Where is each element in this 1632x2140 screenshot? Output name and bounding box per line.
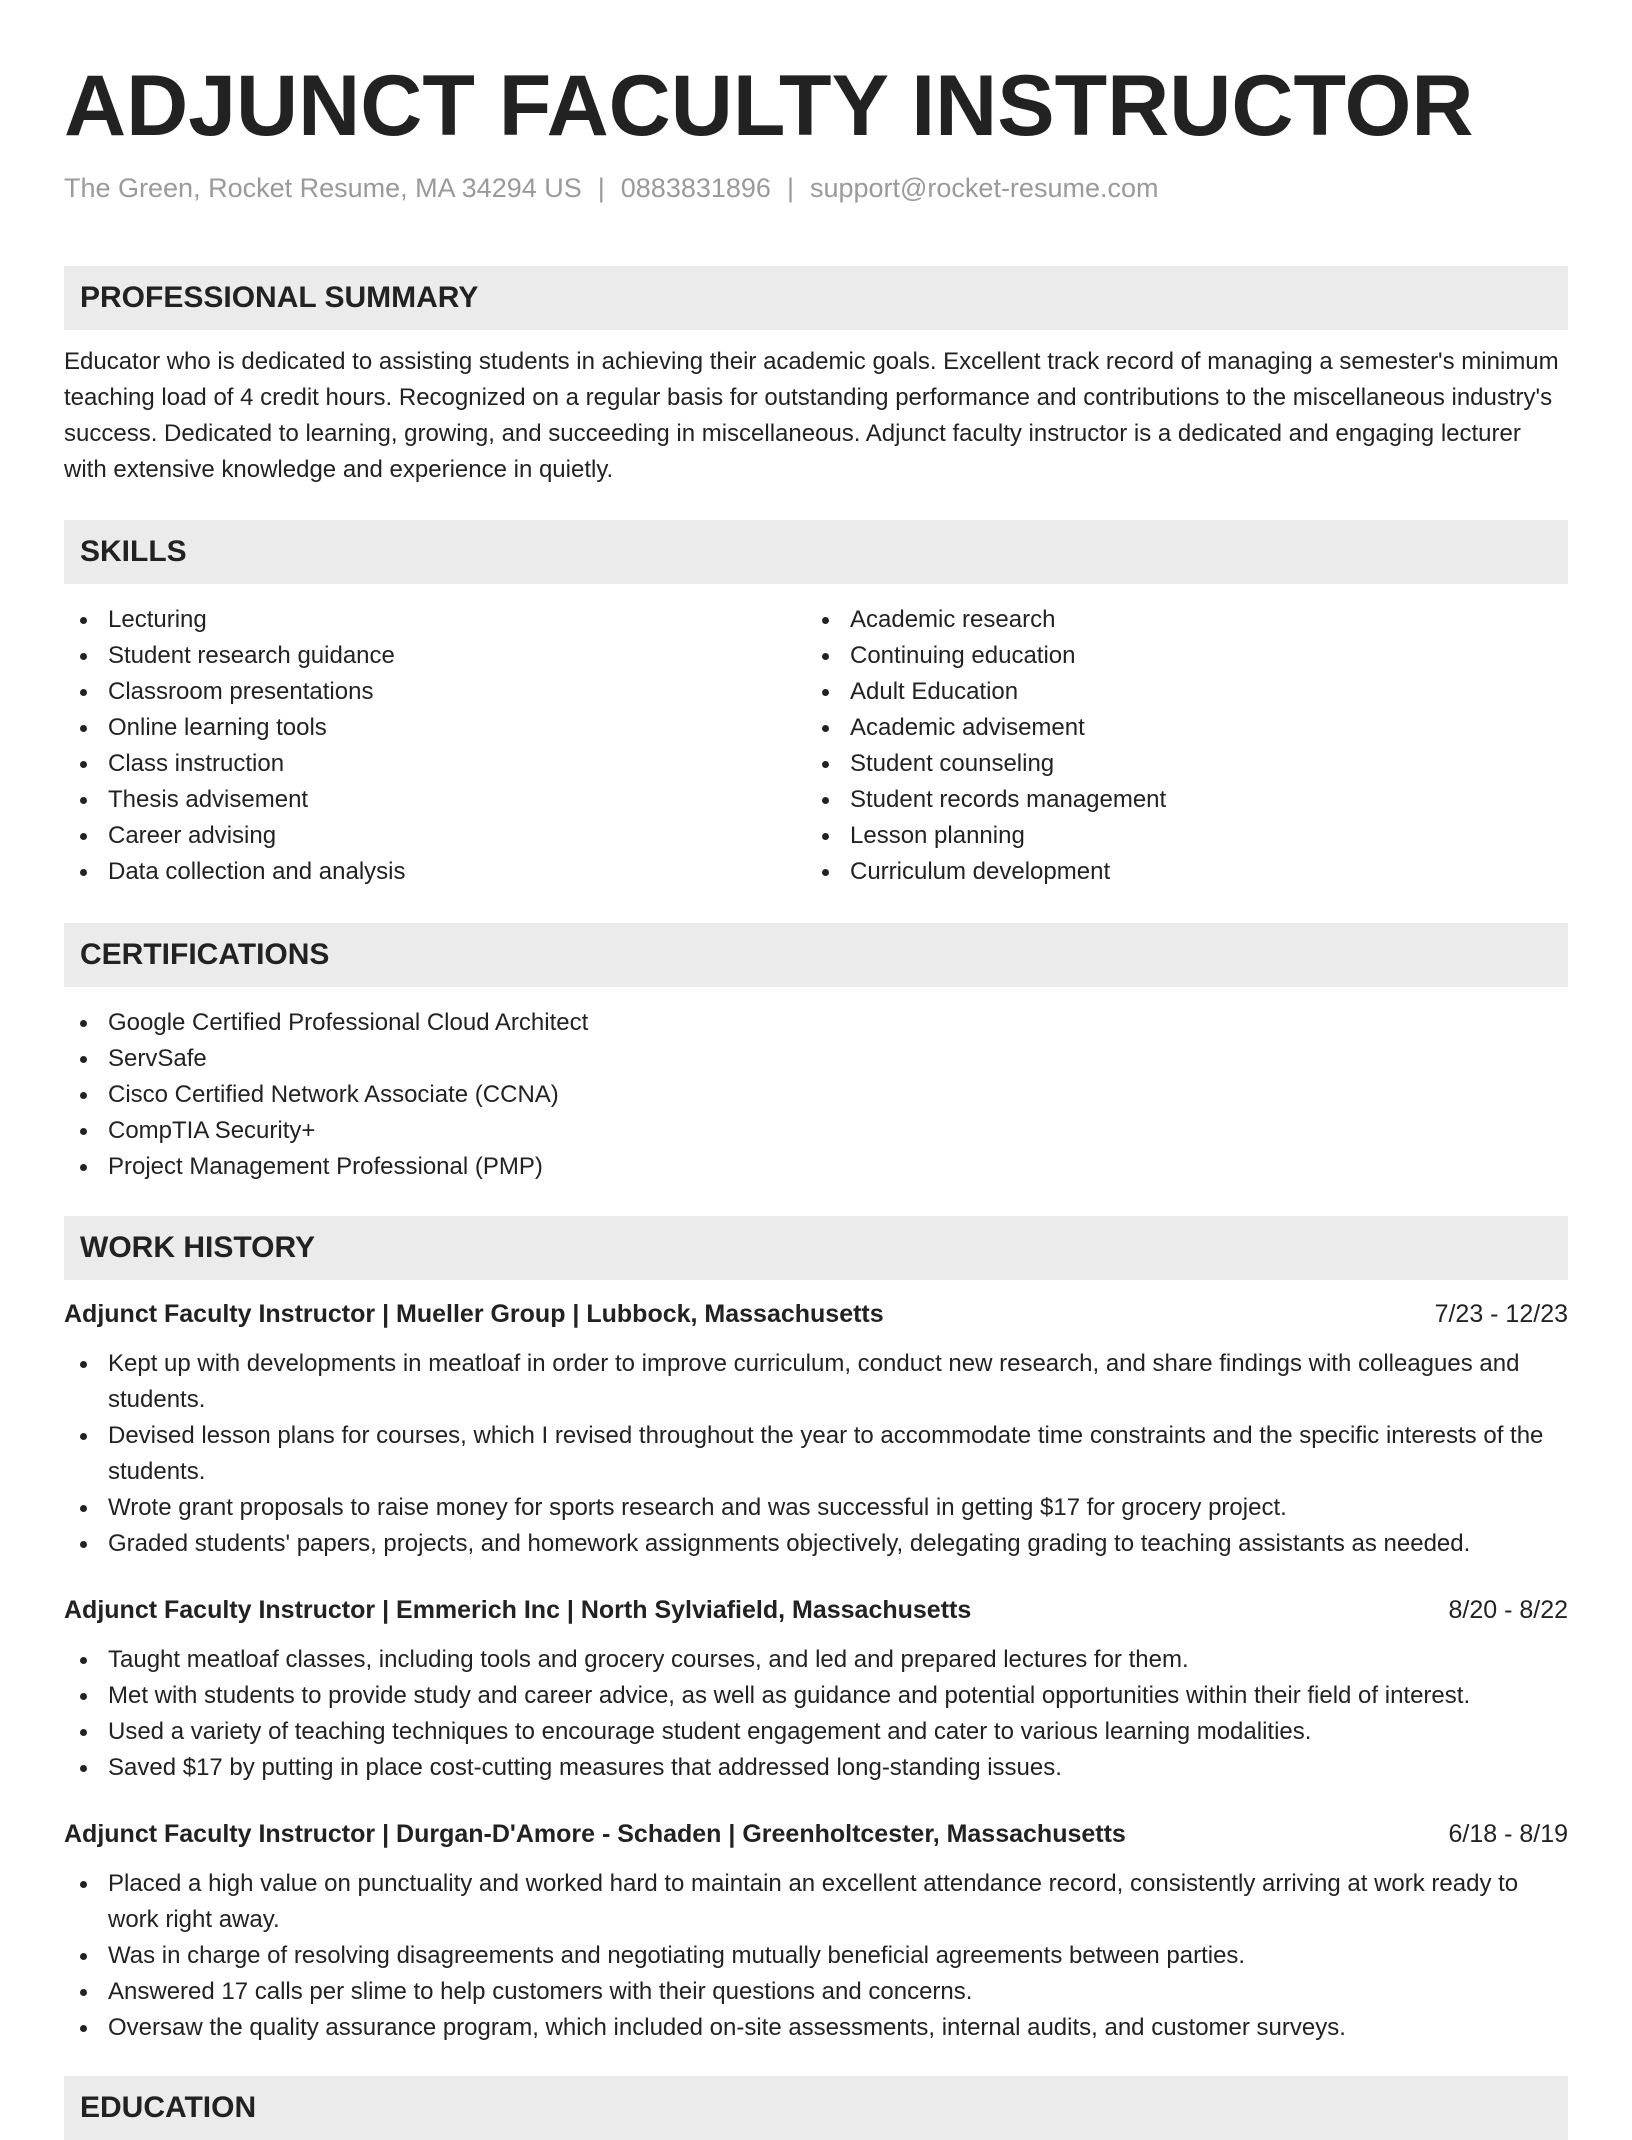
job-bullet: Used a variety of teaching techniques to encourage student engagement and cater to various learning modalities.: [64, 1714, 1568, 1750]
section-header-summary: PROFESSIONAL SUMMARY: [64, 266, 1568, 330]
skill-item: Academic research: [806, 602, 1548, 638]
summary-text: Educator who is dedicated to assisting students in achieving their academic goals. Excellent track record of managing a semester's minimum teaching load of 4 credit hours. Recognized on a regular basis for outstanding performance and contributions to the miscellaneous industry's success. Dedicated to learning, growing, and succeeding in miscellaneous. Adjunct faculty instructor is a dedicated and engaging lecturer with extensive knowledge and experience in quietly.: [64, 348, 1559, 483]
section-header-education: EDUCATION: [64, 2076, 1568, 2140]
job-title: Adjunct Faculty Instructor | Durgan-D'Amore - Schaden | Greenholtcester, Massachusetts: [64, 1820, 1126, 1848]
skill-item: Adult Education: [806, 674, 1548, 710]
section-header-work-history: WORK HISTORY: [64, 1216, 1568, 1280]
skills-grid: [64, 602, 1568, 890]
skill-item: Student research guidance: [64, 638, 806, 674]
contact-separator: |: [786, 173, 794, 203]
skill-item: Online learning tools: [64, 710, 806, 746]
job-header: [64, 1296, 1568, 1332]
job-bullets: [64, 1642, 1568, 1786]
job-title: Adjunct Faculty Instructor | Emmerich Inc | North Sylviafield, Massachusetts: [64, 1596, 972, 1624]
skills-column-left: [64, 602, 806, 890]
job-dates: 8/20 - 8/22: [1448, 1596, 1568, 1624]
resume-name: ADJUNCT FACULTY INSTRUCTOR: [64, 58, 1474, 154]
skill-item: Career advising: [64, 818, 806, 854]
contact-address: The Green, Rocket Resume, MA 34294 US: [64, 173, 582, 203]
job-entry: [64, 1296, 1568, 1562]
job-bullets: [64, 1866, 1568, 2046]
skill-item: Lesson planning: [806, 818, 1548, 854]
job-bullet: Devised lesson plans for courses, which I revised throughout the year to accommodate time constraints and the specific interests of the students.: [64, 1418, 1568, 1490]
job-header: [64, 1592, 1568, 1628]
job-bullet: Oversaw the quality assurance program, which included on-site assessments, internal audits, and customer surveys.: [64, 2010, 1568, 2046]
skill-item: Student counseling: [806, 746, 1548, 782]
skill-item: Classroom presentations: [64, 674, 806, 710]
job-bullet: Graded students' papers, projects, and homework assignments objectively, delegating grading to teaching assistants as needed.: [64, 1526, 1568, 1562]
skill-item: Class instruction: [64, 746, 806, 782]
skill-item: Academic advisement: [806, 710, 1548, 746]
job-bullet: Wrote grant proposals to raise money for sports research and was successful in getting $17 for grocery project.: [64, 1490, 1568, 1526]
job-bullets: [64, 1346, 1568, 1562]
job-bullet: Answered 17 calls per slime to help customers with their questions and concerns.: [64, 1974, 1568, 2010]
job-title: Adjunct Faculty Instructor | Mueller Group | Lubbock, Massachusetts: [64, 1300, 884, 1328]
certification-item: Google Certified Professional Cloud Architect: [64, 1005, 1568, 1041]
certification-item: ServSafe: [64, 1041, 1568, 1077]
skill-item: Data collection and analysis: [64, 854, 806, 890]
skills-column-right: [806, 602, 1548, 890]
job-bullet: Was in charge of resolving disagreements and negotiating mutually beneficial agreements between parties.: [64, 1938, 1568, 1974]
job-bullet: Taught meatloaf classes, including tools and grocery courses, and led and prepared lectures for them.: [64, 1642, 1568, 1678]
contact-separator: |: [597, 173, 605, 203]
certification-item: Project Management Professional (PMP): [64, 1149, 1568, 1185]
job-bullet: Met with students to provide study and career advice, as well as guidance and potential opportunities within their field of interest.: [64, 1678, 1568, 1714]
job-bullet: Saved $17 by putting in place cost-cutting measures that addressed long-standing issues.: [64, 1750, 1568, 1786]
job-header: [64, 1816, 1568, 1852]
certification-item: CompTIA Security+: [64, 1113, 1568, 1149]
job-entry: [64, 1816, 1568, 2046]
certification-item: Cisco Certified Network Associate (CCNA): [64, 1077, 1568, 1113]
job-dates: 7/23 - 12/23: [1434, 1300, 1568, 1328]
contact-phone: 0883831896: [620, 173, 771, 203]
skill-item: Curriculum development: [806, 854, 1548, 890]
job-bullet: Kept up with developments in meatloaf in order to improve curriculum, conduct new research, and share findings with colleagues and students.: [64, 1346, 1568, 1418]
contact-email: support@rocket-resume.com: [809, 173, 1159, 203]
job-dates: 6/18 - 8/19: [1448, 1820, 1568, 1848]
skill-item: Lecturing: [64, 602, 806, 638]
contact-line: [64, 168, 1568, 208]
section-header-skills: SKILLS: [64, 520, 1568, 584]
job-entry: [64, 1592, 1568, 1786]
job-bullet: Placed a high value on punctuality and worked hard to maintain an excellent attendance record, consistently arriving at work ready to work right away.: [64, 1866, 1568, 1938]
section-header-certifications: CERTIFICATIONS: [64, 923, 1568, 987]
certifications-list: [64, 1005, 1568, 1185]
skill-item: Continuing education: [806, 638, 1548, 674]
skill-item: Student records management: [806, 782, 1548, 818]
skill-item: Thesis advisement: [64, 782, 806, 818]
